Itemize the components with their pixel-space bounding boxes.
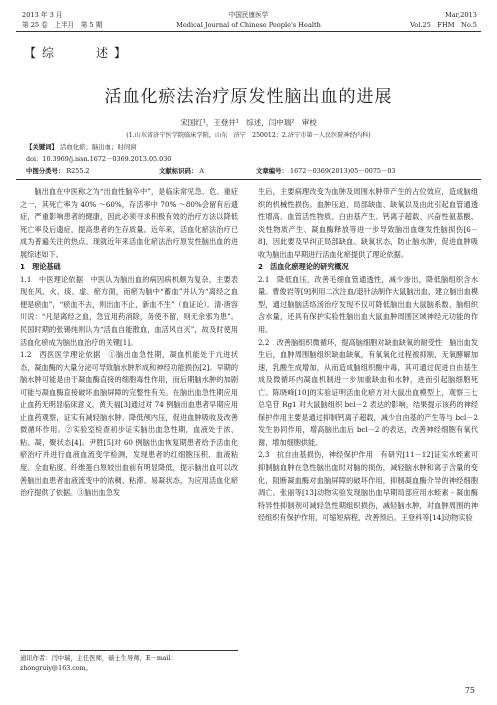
header-rule — [16, 31, 481, 32]
paragraph-2-2: 2.2 改善脑组织微循环，提高脑细胞对缺血缺氧的耐受性 脑出血发生后，血肿周围脑组织缺血缺氧，有氧氧化过程被抑制，无氧酵解加速，乳酸生成增加，从而造成脑组织酸中毒，其可通过促进自由基生成及微循环内凝血机制进一步加重缺血和水肿，进而引起脑细胞死亡。陈晓峰[10]的实验证明活血化瘀方对大鼠出血模型上，观察三七总皂苷 Rg1 对大鼠脑组织 bcl－2 表达的影响，结果提示该药的神经保护作用主要是通过抑制钙离子超载，减少自由基的产生等与 bcl－2 发生协同作用，增高脑出血后 bcl－2 的表达，改善神经细胞有氧代谢，增加细胞供能。 — [258, 337, 478, 447]
doi: 10.3969/j.issn.1672－0369.2013.05.030 — [42, 155, 172, 163]
header-volume-en: Vol.25 FHM No.5 — [410, 21, 477, 29]
footnote-rule — [20, 650, 238, 651]
journal-name-cn: 中国民康医学 — [228, 11, 269, 19]
paragraph-2-3: 2.3 抗自由基损伤，神经保护作用 有研究[11－12]证实水蛭素可抑制脑血肿在急性脑出血时对脑的损伤，减轻脑水肿和离子含量的变化，阻断凝血酶对血脑屏障的破坏作用，抑制凝血酶介导的神经细胞凋亡。张丽等[13]动物实验发现脑出血早期局部应用水蛭素 - 凝血酶特异性抑制剂可减轻急性期组织损伤，减轻脑水肿，对血肿周围的神经组织有保护作用，可缩短病程，改善预后。王登科等[14]动物实验 — [258, 450, 478, 523]
clc-line — [26, 167, 90, 176]
article-affiliation: (1.山东省济宁医学院临床学院，山东 济宁 250012；2.济宁市第一人民医院神经内科) — [126, 132, 371, 139]
footnote: 通讯作者：闫中瑞，主任医师，硕士生导师，E－mail：zhongruiy@163.com。 — [20, 655, 177, 672]
paragraph-1-2: 1.2 西医医学理论依据 ①脑出血急性期，凝血机能处于亢进状态，凝血酶的大量分泌可导致脑水肿形成和神经功能损伤[2]。早期的脑水肿可能是由于凝血酶直接的细胞毒性作用，而后期脑水肿的加剧可能与凝血酶直接破坏血脑屏障的完整性有关。在脑出血急性期应用止血药无明显临床意义，黄天福[3]通过对 74 例脑出血患者早期应用止血药观察，证实有减轻脑水肿、降低颅内压，促进血肿吸收及改善微循环作用。②实验室检查初步证实脑出血急性期，血液处于浓、粘、凝、聚状态[4]。尹胜[5]对 60 例脑出血恢复期患者给予活血化瘀治疗并进行血液血流变学检测，发现患者的红细胞压积、血液粘度、全血粘度、纤维蛋白原较出血前有明显降低，提示脑出血可以改善脑出血患者血液流变中的浓稠、粘滞、易凝状态，为应用活血化瘀治疗提供了依据。③脑出血急发 — [20, 350, 238, 498]
paragraph-1-1: 1.1 中医理论依据 中医认为脑出血的病因病机颇为复杂，主要表现在风、火、痰、虚、瘀方面，而瘀为脑中“蓄血”并认为“离经之血便是瘀血”，“瘀血不去，则出血不止，新血不生”（血证论）。清·唐容川说：“凡是离经之血，急宜用药消除，务使不留，则无余邪为患”。民国时期的张锡纯则认为“活血自能散血，血活风自灭”，故及时使用活血化瘀成为脑出血治疗的关键[1]。 — [20, 274, 238, 347]
page-number: 75 — [464, 686, 475, 695]
heading-2: 2 活血化瘀理论的研究概况 — [258, 262, 349, 272]
clc-label: 中图分类号： — [26, 167, 65, 175]
keywords-line — [26, 143, 137, 152]
doc-code-line — [159, 167, 204, 176]
body-right-column — [258, 114, 478, 525]
article-title: 活血化瘀法治疗原发性脑出血的进展 — [104, 87, 393, 107]
article-authors: 宋国红¹，王登井¹ 综述，闫中瑞² 审校 — [180, 118, 317, 127]
article-no-label: 文章编号： — [256, 167, 288, 175]
section-label: 【综 述】 — [24, 46, 133, 60]
article-no: 1672－0369(2013)05－0075－03 — [290, 167, 396, 175]
doc-code-label: 文献标识码： — [159, 167, 198, 175]
paragraph-2-1: 2.1 降低血压，改善毛细血管通透性，减少渗出，降低脑组织含水量。曹俊岩等[9]利用二次注血/退针法制作大鼠脑出血，建立脑出血模型，通过脑脑活络汤治疗发现不仅可降低脑出血大鼠脑系数、脑组织含水量，还具有保护实验性脑出血大鼠血肿周围区域神经元功能的作用。 — [258, 274, 478, 335]
journal-name-en: Medical Journal of Chinese People's Health — [176, 21, 321, 29]
doc-code: A — [199, 167, 205, 175]
header-date-en: Mar,2013 — [445, 11, 477, 19]
paragraph-intro: 脑出血在中医称之为“出血性脑卒中”，是临床常见急、危、重症之一，其死亡率为 40% ～60%，存活率中 70% ～80%会留有后遗症，严重影响患者的健康，因此必须寻求积极有效的治疗方法以降低死亡率及后遗症，提高患者的生存质量。近年来，活血化瘀法治疗已成为普遍关注的热点。现就近年来活血化瘀法治疗原发性脑出血的进展综述如下。 — [20, 187, 238, 259]
clc: R255.2 — [66, 167, 90, 175]
paragraph-continued: 生后，主要病理改变为血肿及周围水肿带产生的占位效应，造成脑组织的机械性损伤。血肿压迫、局部缺血、缺氧以及由此引起血管通透性增高、血管活性物质、白由基产生、钙离子超载、兴奋性氨基酸、炎性物质产生、凝血酶释放等进一步导致脑出血继发性脑损伤[6－8]，因此要及早纠正局部缺血、缺氧状态，防止脑水肿，促进血肿吸收为脑出血早期进行活血化瘀提供了理论依据。 — [258, 187, 478, 259]
keywords-label: 【关键词】 — [26, 143, 58, 151]
header-date: 2013 年 3 月 — [22, 11, 63, 19]
header-volume: 第 25 卷 上半月 第 5 期 — [22, 21, 103, 29]
doi-line — [26, 155, 171, 164]
keywords: 活血化瘀；脑出血；时间窗 — [60, 143, 137, 151]
body-left-column — [20, 186, 238, 500]
heading-1: 1 理论基础 — [20, 262, 61, 272]
doi-label: doi： — [26, 155, 43, 163]
